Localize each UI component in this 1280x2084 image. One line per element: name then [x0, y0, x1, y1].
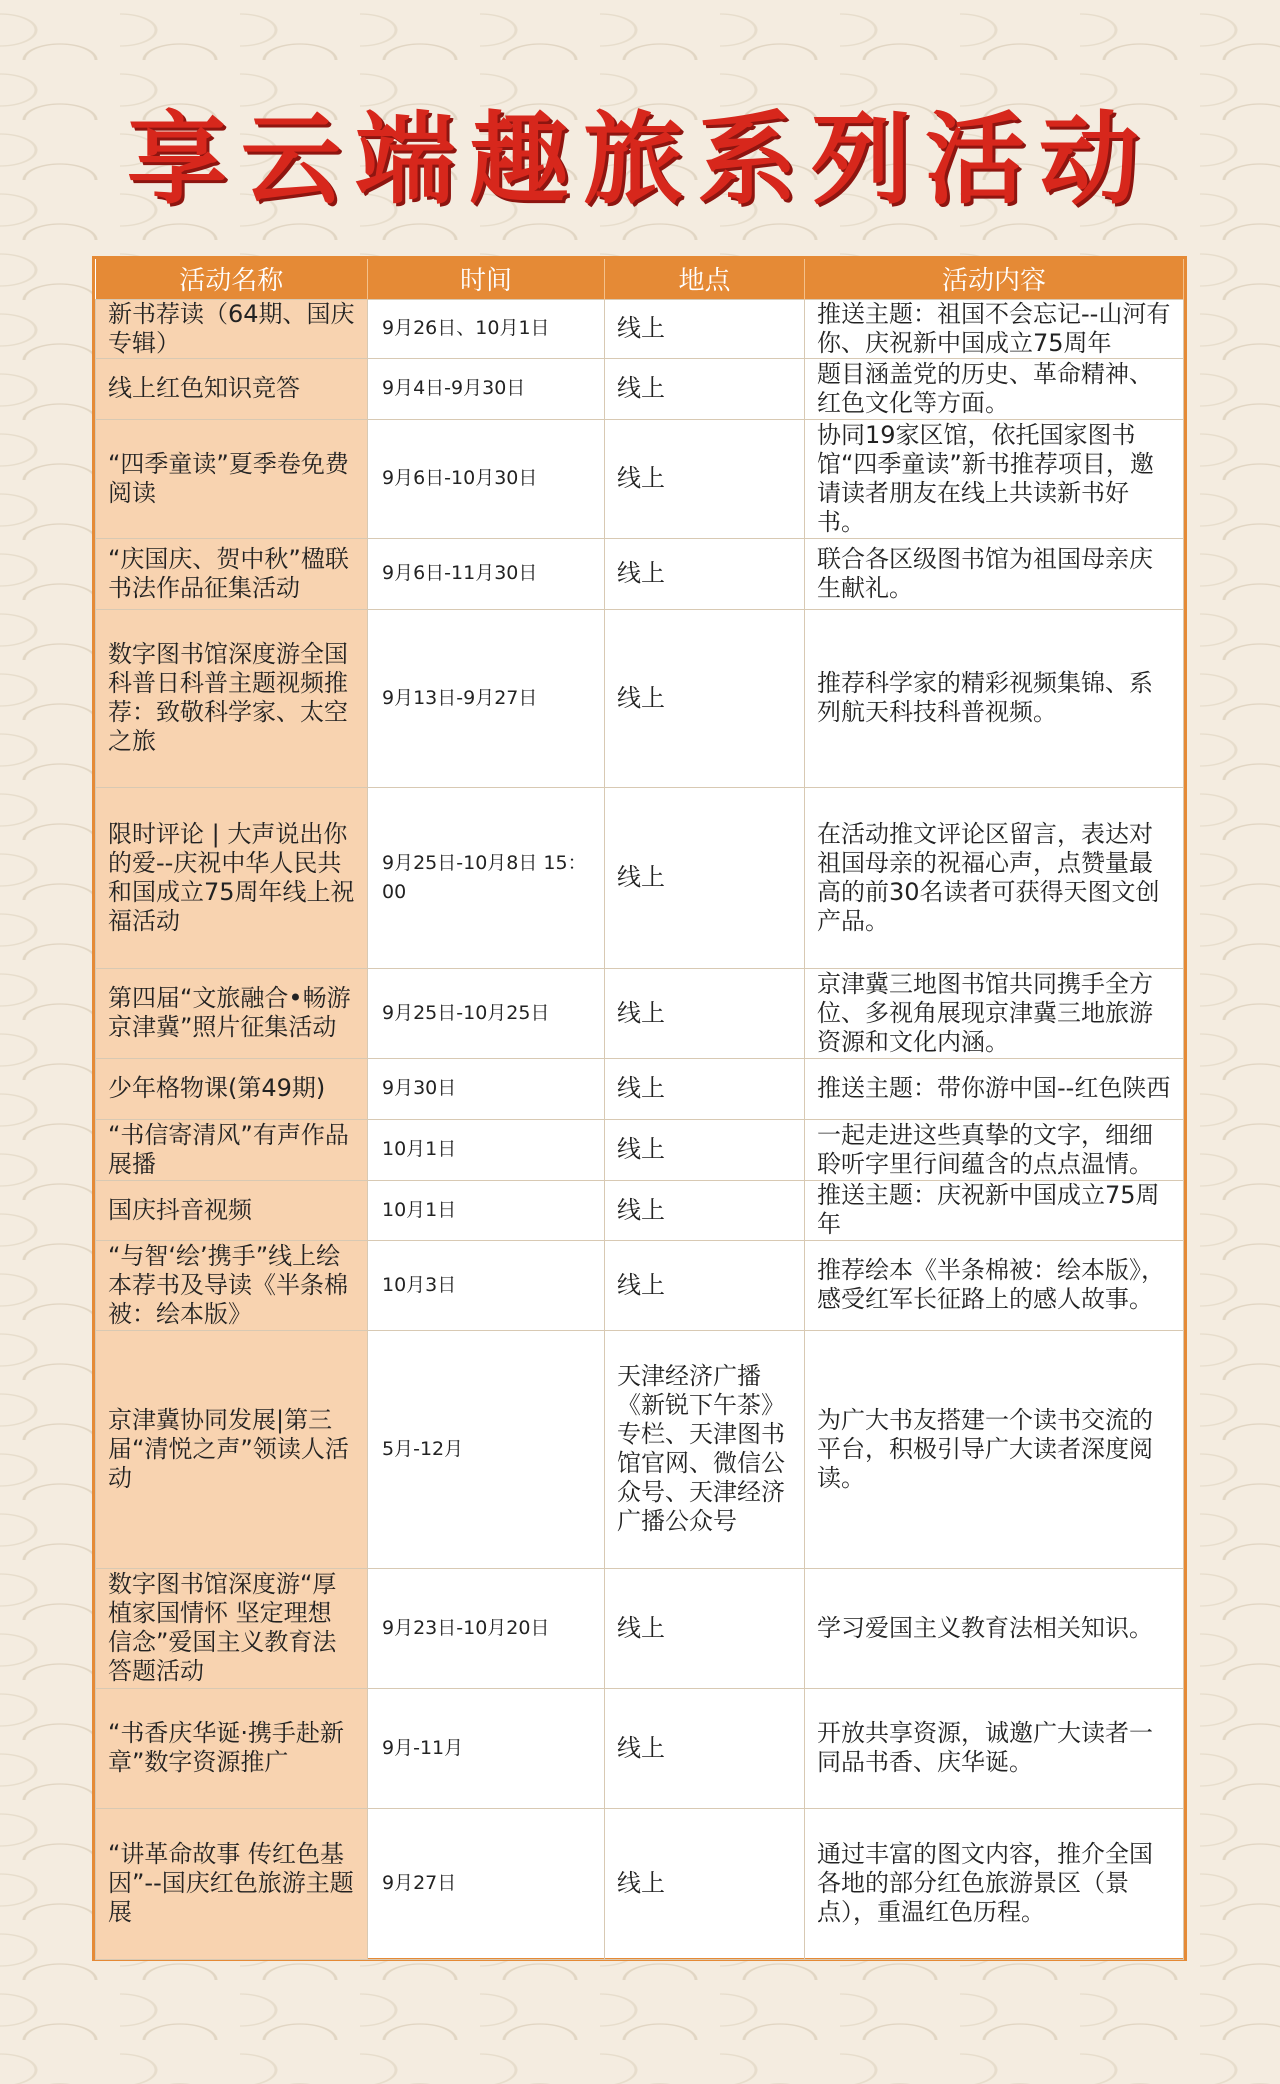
activity-time: 10月1日 — [368, 1180, 605, 1240]
activity-place: 线上 — [605, 358, 805, 419]
table-row — [96, 609, 1184, 787]
activity-name: “书信寄清风”有声作品展播 — [96, 1119, 368, 1180]
activity-place: 线上 — [605, 1688, 805, 1808]
header-activity-name: 活动名称 — [96, 259, 368, 299]
activity-place: 线上 — [605, 299, 805, 358]
activity-time: 9月13日-9月27日 — [368, 609, 605, 787]
activity-content: 推送主题：带你游中国--红色陕西 — [805, 1058, 1184, 1119]
activity-place: 线上 — [605, 1119, 805, 1180]
table-row — [96, 1240, 1184, 1330]
activity-place: 线上 — [605, 787, 805, 968]
activity-name: 线上红色知识竞答 — [96, 358, 368, 419]
activity-place: 线上 — [605, 609, 805, 787]
activity-name: 国庆抖音视频 — [96, 1180, 368, 1240]
header-place: 地点 — [605, 259, 805, 299]
header-time: 时间 — [368, 259, 605, 299]
activity-time: 9月25日-10月8日 15：00 — [368, 787, 605, 968]
activity-content: 京津冀三地图书馆共同携手全方位、多视角展现京津冀三地旅游资源和文化内涵。 — [805, 968, 1184, 1058]
table-row — [96, 787, 1184, 968]
activity-place: 线上 — [605, 1058, 805, 1119]
activity-time: 5月-12月 — [368, 1330, 605, 1568]
activity-content: 通过丰富的图文内容，推介全国各地的部分红色旅游景区（景点），重温红色历程。 — [805, 1808, 1184, 1959]
activity-time: 9月4日-9月30日 — [368, 358, 605, 419]
table-row — [96, 538, 1184, 609]
activity-place: 线上 — [605, 538, 805, 609]
activity-time: 9月-11月 — [368, 1688, 605, 1808]
activity-time: 9月6日-11月30日 — [368, 538, 605, 609]
activity-table — [92, 256, 1187, 1961]
activity-content: 一起走进这些真挚的文字，细细聆听字里行间蕴含的点点温情。 — [805, 1119, 1184, 1180]
activity-time: 10月3日 — [368, 1240, 605, 1330]
activity-time: 10月1日 — [368, 1119, 605, 1180]
table-row — [96, 419, 1184, 538]
table-row — [96, 1688, 1184, 1808]
activity-time: 9月25日-10月25日 — [368, 968, 605, 1058]
table-row — [96, 1330, 1184, 1568]
activity-place: 线上 — [605, 1180, 805, 1240]
activity-name: “讲革命故事 传红色基因”--国庆红色旅游主题展 — [96, 1808, 368, 1959]
activity-content: 协同19家区馆，依托国家图书馆“四季童读”新书推荐项目，邀请读者朋友在线上共读新书好书。 — [805, 419, 1184, 538]
activity-place: 线上 — [605, 419, 805, 538]
activity-content: 开放共享资源，诚邀广大读者一同品书香、庆华诞。 — [805, 1688, 1184, 1808]
activity-name: 数字图书馆深度游“厚植家国情怀 坚定理想信念”爱国主义教育法答题活动 — [96, 1568, 368, 1688]
table-row — [96, 1808, 1184, 1959]
activity-name: 限时评论 | 大声说出你的爱--庆祝中华人民共和国成立75周年线上祝福活动 — [96, 787, 368, 968]
activity-time: 9月30日 — [368, 1058, 605, 1119]
activity-place: 线上 — [605, 1568, 805, 1688]
table-row — [96, 968, 1184, 1058]
activity-content: 推送主题：祖国不会忘记--山河有你、庆祝新中国成立75周年 — [805, 299, 1184, 358]
activity-time: 9月27日 — [368, 1808, 605, 1959]
activity-time: 9月23日-10月20日 — [368, 1568, 605, 1688]
header-content: 活动内容 — [805, 259, 1184, 299]
table-row — [96, 1180, 1184, 1240]
table-row — [96, 1568, 1184, 1688]
activity-name: “庆国庆、贺中秋”楹联书法作品征集活动 — [96, 538, 368, 609]
activity-content: 联合各区级图书馆为祖国母亲庆生献礼。 — [805, 538, 1184, 609]
table-row — [96, 1058, 1184, 1119]
table-header-row — [96, 259, 1184, 299]
activity-place: 线上 — [605, 1240, 805, 1330]
activity-content: 在活动推文评论区留言，表达对祖国母亲的祝福心声，点赞量最高的前30名读者可获得天图文创产品。 — [805, 787, 1184, 968]
activity-time: 9月26日、10月1日 — [368, 299, 605, 358]
table-row — [96, 299, 1184, 358]
table-row — [96, 1119, 1184, 1180]
activity-content: 推送主题：庆祝新中国成立75周年 — [805, 1180, 1184, 1240]
activity-name: “书香庆华诞·携手赴新章”数字资源推广 — [96, 1688, 368, 1808]
activity-content: 题目涵盖党的历史、革命精神、红色文化等方面。 — [805, 358, 1184, 419]
activity-name: 少年格物课(第49期) — [96, 1058, 368, 1119]
activity-content: 推荐绘本《半条棉被：绘本版》，感受红军长征路上的感人故事。 — [805, 1240, 1184, 1330]
activity-content: 推荐科学家的精彩视频集锦、系列航天科技科普视频。 — [805, 609, 1184, 787]
activity-name: “四季童读”夏季卷免费阅读 — [96, 419, 368, 538]
activity-name: 新书荐读（64期、国庆专辑） — [96, 299, 368, 358]
activity-place: 线上 — [605, 1808, 805, 1959]
activity-name: “与智‘绘’携手”线上绘本荐书及导读《半条棉被：绘本版》 — [96, 1240, 368, 1330]
activity-place: 天津经济广播《新锐下午茶》专栏、天津图书馆官网、微信公众号、天津经济广播公众号 — [605, 1330, 805, 1568]
activity-name: 数字图书馆深度游全国科普日科普主题视频推荐：致敬科学家、太空之旅 — [96, 609, 368, 787]
activity-place: 线上 — [605, 968, 805, 1058]
activity-name: 京津冀协同发展|第三届“清悦之声”领读人活动 — [96, 1330, 368, 1568]
activity-time: 9月6日-10月30日 — [368, 419, 605, 538]
table-row — [96, 358, 1184, 419]
activity-content: 为广大书友搭建一个读书交流的平台，积极引导广大读者深度阅读。 — [805, 1330, 1184, 1568]
activity-content: 学习爱国主义教育法相关知识。 — [805, 1568, 1184, 1688]
page-title: 享云端趣旅系列活动 — [127, 101, 1153, 218]
activity-name: 第四届“文旅融合•畅游京津冀”照片征集活动 — [96, 968, 368, 1058]
